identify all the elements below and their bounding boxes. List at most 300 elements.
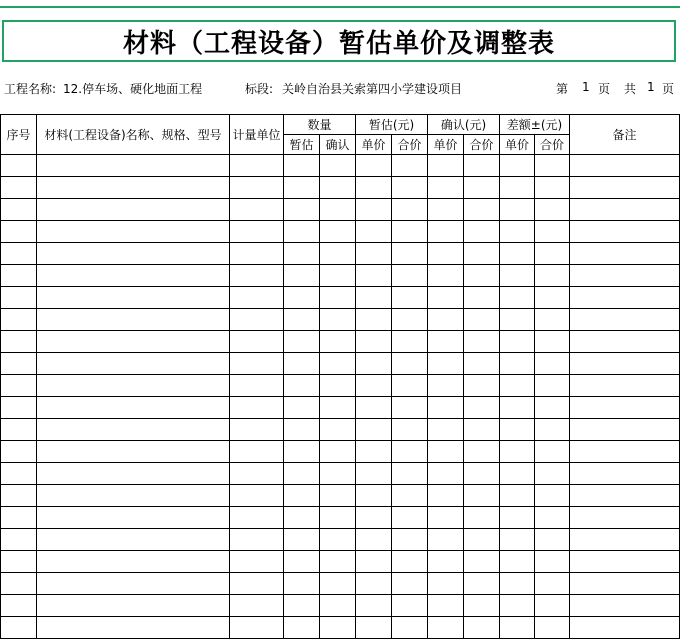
table-cell[interactable]: [230, 419, 284, 441]
table-cell[interactable]: [428, 353, 464, 375]
table-row: [1, 287, 680, 309]
table-cell[interactable]: [464, 551, 500, 573]
table-cell[interactable]: [230, 287, 284, 309]
table-cell[interactable]: [535, 441, 570, 463]
table-cell[interactable]: [37, 573, 230, 595]
table-cell[interactable]: [428, 177, 464, 199]
table-cell[interactable]: [37, 155, 230, 177]
table-cell[interactable]: [535, 243, 570, 265]
table-cell[interactable]: [570, 463, 680, 485]
table-cell[interactable]: [570, 419, 680, 441]
table-cell[interactable]: [392, 397, 428, 419]
table-cell[interactable]: [1, 331, 37, 353]
table-cell[interactable]: [464, 287, 500, 309]
table-cell[interactable]: [464, 617, 500, 639]
table-cell[interactable]: [535, 529, 570, 551]
table-cell[interactable]: [356, 287, 392, 309]
table-cell[interactable]: [535, 397, 570, 419]
table-cell[interactable]: [284, 309, 320, 331]
table-cell[interactable]: [320, 573, 356, 595]
table-cell[interactable]: [392, 529, 428, 551]
table-cell[interactable]: [392, 221, 428, 243]
table-cell[interactable]: [230, 309, 284, 331]
table-cell[interactable]: [535, 551, 570, 573]
table-cell[interactable]: [284, 375, 320, 397]
table-cell[interactable]: [500, 221, 535, 243]
table-cell[interactable]: [320, 177, 356, 199]
table-cell[interactable]: [37, 287, 230, 309]
table-cell[interactable]: [464, 331, 500, 353]
table-cell[interactable]: [1, 485, 37, 507]
table-cell[interactable]: [37, 309, 230, 331]
table-row: [1, 243, 680, 265]
table-cell[interactable]: [500, 309, 535, 331]
table-cell[interactable]: [37, 441, 230, 463]
table-cell[interactable]: [1, 463, 37, 485]
table-cell[interactable]: [230, 397, 284, 419]
table-cell[interactable]: [428, 331, 464, 353]
table-cell[interactable]: [392, 441, 428, 463]
table-cell[interactable]: [1, 287, 37, 309]
table-cell[interactable]: [392, 507, 428, 529]
table-cell[interactable]: [1, 375, 37, 397]
table-cell[interactable]: [284, 155, 320, 177]
table-cell[interactable]: [1, 155, 37, 177]
table-cell[interactable]: [320, 485, 356, 507]
table-cell[interactable]: [230, 573, 284, 595]
page-total: 1: [647, 80, 655, 94]
table-cell[interactable]: [320, 529, 356, 551]
table-cell[interactable]: [392, 243, 428, 265]
table-cell[interactable]: [535, 265, 570, 287]
table-cell[interactable]: [320, 441, 356, 463]
table-cell[interactable]: [570, 573, 680, 595]
table-cell[interactable]: [37, 265, 230, 287]
table-cell[interactable]: [284, 243, 320, 265]
table-cell[interactable]: [320, 551, 356, 573]
table-cell[interactable]: [37, 375, 230, 397]
table-cell[interactable]: [356, 463, 392, 485]
table-cell[interactable]: [535, 177, 570, 199]
table-cell[interactable]: [500, 397, 535, 419]
table-cell[interactable]: [320, 199, 356, 221]
table-cell[interactable]: [230, 375, 284, 397]
table-cell[interactable]: [428, 309, 464, 331]
table-cell[interactable]: [356, 353, 392, 375]
table-cell[interactable]: [1, 221, 37, 243]
table-cell[interactable]: [428, 485, 464, 507]
table-cell[interactable]: [356, 397, 392, 419]
table-cell[interactable]: [392, 595, 428, 617]
table-cell[interactable]: [392, 265, 428, 287]
table-row: [1, 353, 680, 375]
table-cell[interactable]: [500, 573, 535, 595]
table-cell[interactable]: [570, 353, 680, 375]
table-cell[interactable]: [284, 353, 320, 375]
table-cell[interactable]: [500, 463, 535, 485]
table-cell[interactable]: [535, 309, 570, 331]
table-cell[interactable]: [535, 287, 570, 309]
table-cell[interactable]: [464, 177, 500, 199]
table-cell[interactable]: [356, 243, 392, 265]
subheader-diff-total[interactable]: 合价: [535, 135, 570, 155]
table-cell[interactable]: [464, 265, 500, 287]
table-cell[interactable]: [535, 573, 570, 595]
table-cell[interactable]: [37, 551, 230, 573]
table-cell[interactable]: [500, 199, 535, 221]
table-cell[interactable]: [464, 353, 500, 375]
table-cell[interactable]: [500, 177, 535, 199]
table-cell[interactable]: [284, 397, 320, 419]
table-cell[interactable]: [284, 463, 320, 485]
table-cell[interactable]: [356, 177, 392, 199]
table-cell[interactable]: [37, 177, 230, 199]
table-cell[interactable]: [1, 573, 37, 595]
table-cell[interactable]: [37, 353, 230, 375]
table-cell[interactable]: [320, 375, 356, 397]
table-cell[interactable]: [428, 617, 464, 639]
table-cell[interactable]: [392, 485, 428, 507]
table-cell[interactable]: [570, 485, 680, 507]
table-cell[interactable]: [428, 221, 464, 243]
table-cell[interactable]: [284, 199, 320, 221]
table-cell[interactable]: [37, 221, 230, 243]
table-cell[interactable]: [392, 199, 428, 221]
table-cell[interactable]: [1, 309, 37, 331]
table-cell[interactable]: [464, 463, 500, 485]
table-cell[interactable]: [37, 463, 230, 485]
subheader-quantity-estimate[interactable]: 暂估: [284, 135, 320, 155]
table-cell[interactable]: [356, 507, 392, 529]
page-title: 材料（工程设备）暂估单价及调整表: [122, 28, 555, 59]
table-cell[interactable]: [535, 617, 570, 639]
table-cell[interactable]: [320, 265, 356, 287]
table-cell[interactable]: [428, 441, 464, 463]
table-cell[interactable]: [535, 199, 570, 221]
table-cell[interactable]: [356, 529, 392, 551]
table-cell[interactable]: [356, 617, 392, 639]
table-row: [1, 309, 680, 331]
table-cell[interactable]: [535, 419, 570, 441]
table-row: [1, 397, 680, 419]
table-cell[interactable]: [500, 507, 535, 529]
table-cell[interactable]: [320, 617, 356, 639]
table-cell[interactable]: [1, 419, 37, 441]
subheader-estimate-total[interactable]: 合价: [392, 135, 428, 155]
table-cell[interactable]: [392, 309, 428, 331]
table-cell[interactable]: [428, 155, 464, 177]
table-cell[interactable]: [1, 243, 37, 265]
table-cell[interactable]: [464, 199, 500, 221]
table-cell[interactable]: [230, 507, 284, 529]
table-cell[interactable]: [464, 243, 500, 265]
table-cell[interactable]: [356, 309, 392, 331]
table-cell[interactable]: [535, 221, 570, 243]
table-cell[interactable]: [535, 331, 570, 353]
table-cell[interactable]: [535, 507, 570, 529]
table-cell[interactable]: [570, 397, 680, 419]
table-cell[interactable]: [570, 177, 680, 199]
table-cell[interactable]: [1, 353, 37, 375]
table-cell[interactable]: [500, 353, 535, 375]
table-cell[interactable]: [500, 375, 535, 397]
header-quantity[interactable]: 数量: [284, 115, 356, 135]
table-cell[interactable]: [320, 155, 356, 177]
table-cell[interactable]: [428, 529, 464, 551]
table-cell[interactable]: [500, 419, 535, 441]
table-cell[interactable]: [356, 595, 392, 617]
table-cell[interactable]: [230, 595, 284, 617]
table-cell[interactable]: [428, 397, 464, 419]
table-cell[interactable]: [428, 199, 464, 221]
table-cell[interactable]: [356, 221, 392, 243]
table-cell[interactable]: [1, 177, 37, 199]
table-row: [1, 573, 680, 595]
table-cell[interactable]: [1, 441, 37, 463]
table-cell[interactable]: [500, 155, 535, 177]
table-cell[interactable]: [500, 595, 535, 617]
table-cell[interactable]: [320, 243, 356, 265]
table-cell[interactable]: [392, 617, 428, 639]
table-cell[interactable]: [284, 573, 320, 595]
table-cell[interactable]: [392, 573, 428, 595]
table-cell[interactable]: [570, 441, 680, 463]
table-cell[interactable]: [428, 419, 464, 441]
table-cell[interactable]: [1, 551, 37, 573]
table-cell[interactable]: [500, 287, 535, 309]
table-cell[interactable]: [570, 199, 680, 221]
table-cell[interactable]: [500, 441, 535, 463]
table-cell[interactable]: [500, 551, 535, 573]
header-estimate[interactable]: 暂估(元): [356, 115, 428, 135]
table-cell[interactable]: [284, 507, 320, 529]
table-cell[interactable]: [570, 331, 680, 353]
table-cell[interactable]: [464, 397, 500, 419]
table-cell[interactable]: [428, 375, 464, 397]
table-cell[interactable]: [284, 551, 320, 573]
table-cell[interactable]: [37, 529, 230, 551]
subheader-confirm-unit-price[interactable]: 单价: [428, 135, 464, 155]
table-cell[interactable]: [37, 419, 230, 441]
table-cell[interactable]: [37, 507, 230, 529]
page-mid: 页: [598, 82, 611, 96]
page-prefix: 第: [556, 82, 569, 96]
table-cell[interactable]: [356, 331, 392, 353]
table-cell[interactable]: [284, 287, 320, 309]
subheader-estimate-unit-price[interactable]: 单价: [356, 135, 392, 155]
table-cell[interactable]: [230, 485, 284, 507]
table-cell[interactable]: [464, 485, 500, 507]
table-cell[interactable]: [230, 243, 284, 265]
table-cell[interactable]: [1, 397, 37, 419]
header-unit[interactable]: 计量单位: [230, 115, 284, 155]
table-cell[interactable]: [500, 243, 535, 265]
table-cell[interactable]: [284, 221, 320, 243]
table-row: [1, 419, 680, 441]
table-cell[interactable]: [320, 419, 356, 441]
table-cell[interactable]: [464, 221, 500, 243]
table-cell[interactable]: [428, 507, 464, 529]
table-cell[interactable]: [320, 331, 356, 353]
table-cell[interactable]: [464, 419, 500, 441]
table-cell[interactable]: [230, 221, 284, 243]
table-cell[interactable]: [320, 595, 356, 617]
table-cell[interactable]: [535, 485, 570, 507]
table-cell[interactable]: [1, 265, 37, 287]
table-cell[interactable]: [570, 507, 680, 529]
table-cell[interactable]: [320, 221, 356, 243]
table-cell[interactable]: [230, 177, 284, 199]
table-row: [1, 595, 680, 617]
table-cell[interactable]: [535, 155, 570, 177]
table-row: [1, 617, 680, 639]
table-cell[interactable]: [464, 573, 500, 595]
table-cell[interactable]: [570, 265, 680, 287]
table-cell[interactable]: [392, 551, 428, 573]
table-cell[interactable]: [570, 617, 680, 639]
table-cell[interactable]: [284, 617, 320, 639]
table-cell[interactable]: [230, 551, 284, 573]
table-cell[interactable]: [570, 309, 680, 331]
title-cell[interactable]: [2, 20, 676, 62]
table-cell[interactable]: [1, 595, 37, 617]
subheader-diff-unit-price[interactable]: 单价: [500, 135, 535, 155]
table-cell[interactable]: [284, 331, 320, 353]
table-cell[interactable]: [500, 529, 535, 551]
table-cell[interactable]: [230, 617, 284, 639]
table-cell[interactable]: [320, 507, 356, 529]
table-cell[interactable]: [500, 265, 535, 287]
table-cell[interactable]: [284, 419, 320, 441]
table-cell[interactable]: [320, 463, 356, 485]
table-cell[interactable]: [392, 463, 428, 485]
table-cell[interactable]: [230, 463, 284, 485]
table-cell[interactable]: [570, 375, 680, 397]
table-cell[interactable]: [284, 265, 320, 287]
top-border-line: [0, 6, 680, 8]
table-cell[interactable]: [464, 309, 500, 331]
header-name[interactable]: 材料(工程设备)名称、规格、型号: [37, 115, 230, 155]
table-cell[interactable]: [320, 353, 356, 375]
table-cell[interactable]: [392, 331, 428, 353]
table-cell[interactable]: [284, 441, 320, 463]
table-cell[interactable]: [428, 265, 464, 287]
table-cell[interactable]: [570, 551, 680, 573]
table-cell[interactable]: [1, 617, 37, 639]
table-cell[interactable]: [464, 155, 500, 177]
table-cell[interactable]: [356, 573, 392, 595]
table-cell[interactable]: [535, 353, 570, 375]
table-row: [1, 375, 680, 397]
table-cell[interactable]: [284, 485, 320, 507]
page-total-prefix: 共: [624, 82, 637, 96]
table-cell[interactable]: [464, 507, 500, 529]
table-cell[interactable]: [37, 331, 230, 353]
table-cell[interactable]: [570, 155, 680, 177]
header-diff[interactable]: 差额±(元): [500, 115, 570, 135]
table-cell[interactable]: [464, 529, 500, 551]
table-cell[interactable]: [356, 441, 392, 463]
table-cell[interactable]: [392, 419, 428, 441]
table-cell[interactable]: [230, 441, 284, 463]
table-cell[interactable]: [284, 177, 320, 199]
table-cell[interactable]: [570, 287, 680, 309]
table-cell[interactable]: [356, 155, 392, 177]
table-cell[interactable]: [37, 617, 230, 639]
table-cell[interactable]: [284, 529, 320, 551]
table-cell[interactable]: [320, 397, 356, 419]
table-cell[interactable]: [356, 265, 392, 287]
table-cell[interactable]: [284, 595, 320, 617]
table-cell[interactable]: [428, 287, 464, 309]
table-cell[interactable]: [230, 199, 284, 221]
header-confirm[interactable]: 确认(元): [428, 115, 500, 135]
table-cell[interactable]: [428, 463, 464, 485]
table-cell[interactable]: [37, 485, 230, 507]
table-cell[interactable]: [500, 617, 535, 639]
subheader-confirm-total[interactable]: 合价: [464, 135, 500, 155]
table-cell[interactable]: [230, 155, 284, 177]
header-seq[interactable]: 序号: [1, 115, 37, 155]
table-cell[interactable]: [535, 595, 570, 617]
table-cell[interactable]: [356, 419, 392, 441]
table-cell[interactable]: [464, 375, 500, 397]
table-cell[interactable]: [500, 331, 535, 353]
table-cell[interactable]: [392, 177, 428, 199]
table-cell[interactable]: [1, 199, 37, 221]
table-cell[interactable]: [230, 529, 284, 551]
table-cell[interactable]: [428, 243, 464, 265]
header-remark[interactable]: 备注: [570, 115, 680, 155]
table-cell[interactable]: [392, 155, 428, 177]
table-cell[interactable]: [1, 507, 37, 529]
table-cell[interactable]: [356, 199, 392, 221]
table-cell[interactable]: [356, 375, 392, 397]
table-cell[interactable]: [570, 221, 680, 243]
header-row: [1, 115, 680, 135]
table-cell[interactable]: [500, 485, 535, 507]
table-cell[interactable]: [392, 287, 428, 309]
table-cell[interactable]: [37, 397, 230, 419]
table-cell[interactable]: [570, 595, 680, 617]
table-cell[interactable]: [570, 529, 680, 551]
table-cell[interactable]: [230, 353, 284, 375]
table-cell[interactable]: [392, 353, 428, 375]
table-cell[interactable]: [356, 485, 392, 507]
table-cell[interactable]: [37, 199, 230, 221]
table-cell[interactable]: [37, 595, 230, 617]
table-cell[interactable]: [392, 375, 428, 397]
material-table: [0, 114, 680, 639]
table-cell[interactable]: [230, 331, 284, 353]
table-cell[interactable]: [356, 551, 392, 573]
table-cell[interactable]: [230, 265, 284, 287]
table-cell[interactable]: [1, 529, 37, 551]
table-cell[interactable]: [535, 375, 570, 397]
table-cell[interactable]: [320, 309, 356, 331]
table-cell[interactable]: [464, 441, 500, 463]
table-cell[interactable]: [428, 573, 464, 595]
table-cell[interactable]: [320, 287, 356, 309]
table-cell[interactable]: [570, 243, 680, 265]
table-cell[interactable]: [535, 463, 570, 485]
subheader-quantity-confirm[interactable]: 确认: [320, 135, 356, 155]
table-cell[interactable]: [428, 595, 464, 617]
table-cell[interactable]: [464, 595, 500, 617]
table-cell[interactable]: [428, 551, 464, 573]
table-cell[interactable]: [37, 243, 230, 265]
project-info-row: [0, 76, 680, 98]
